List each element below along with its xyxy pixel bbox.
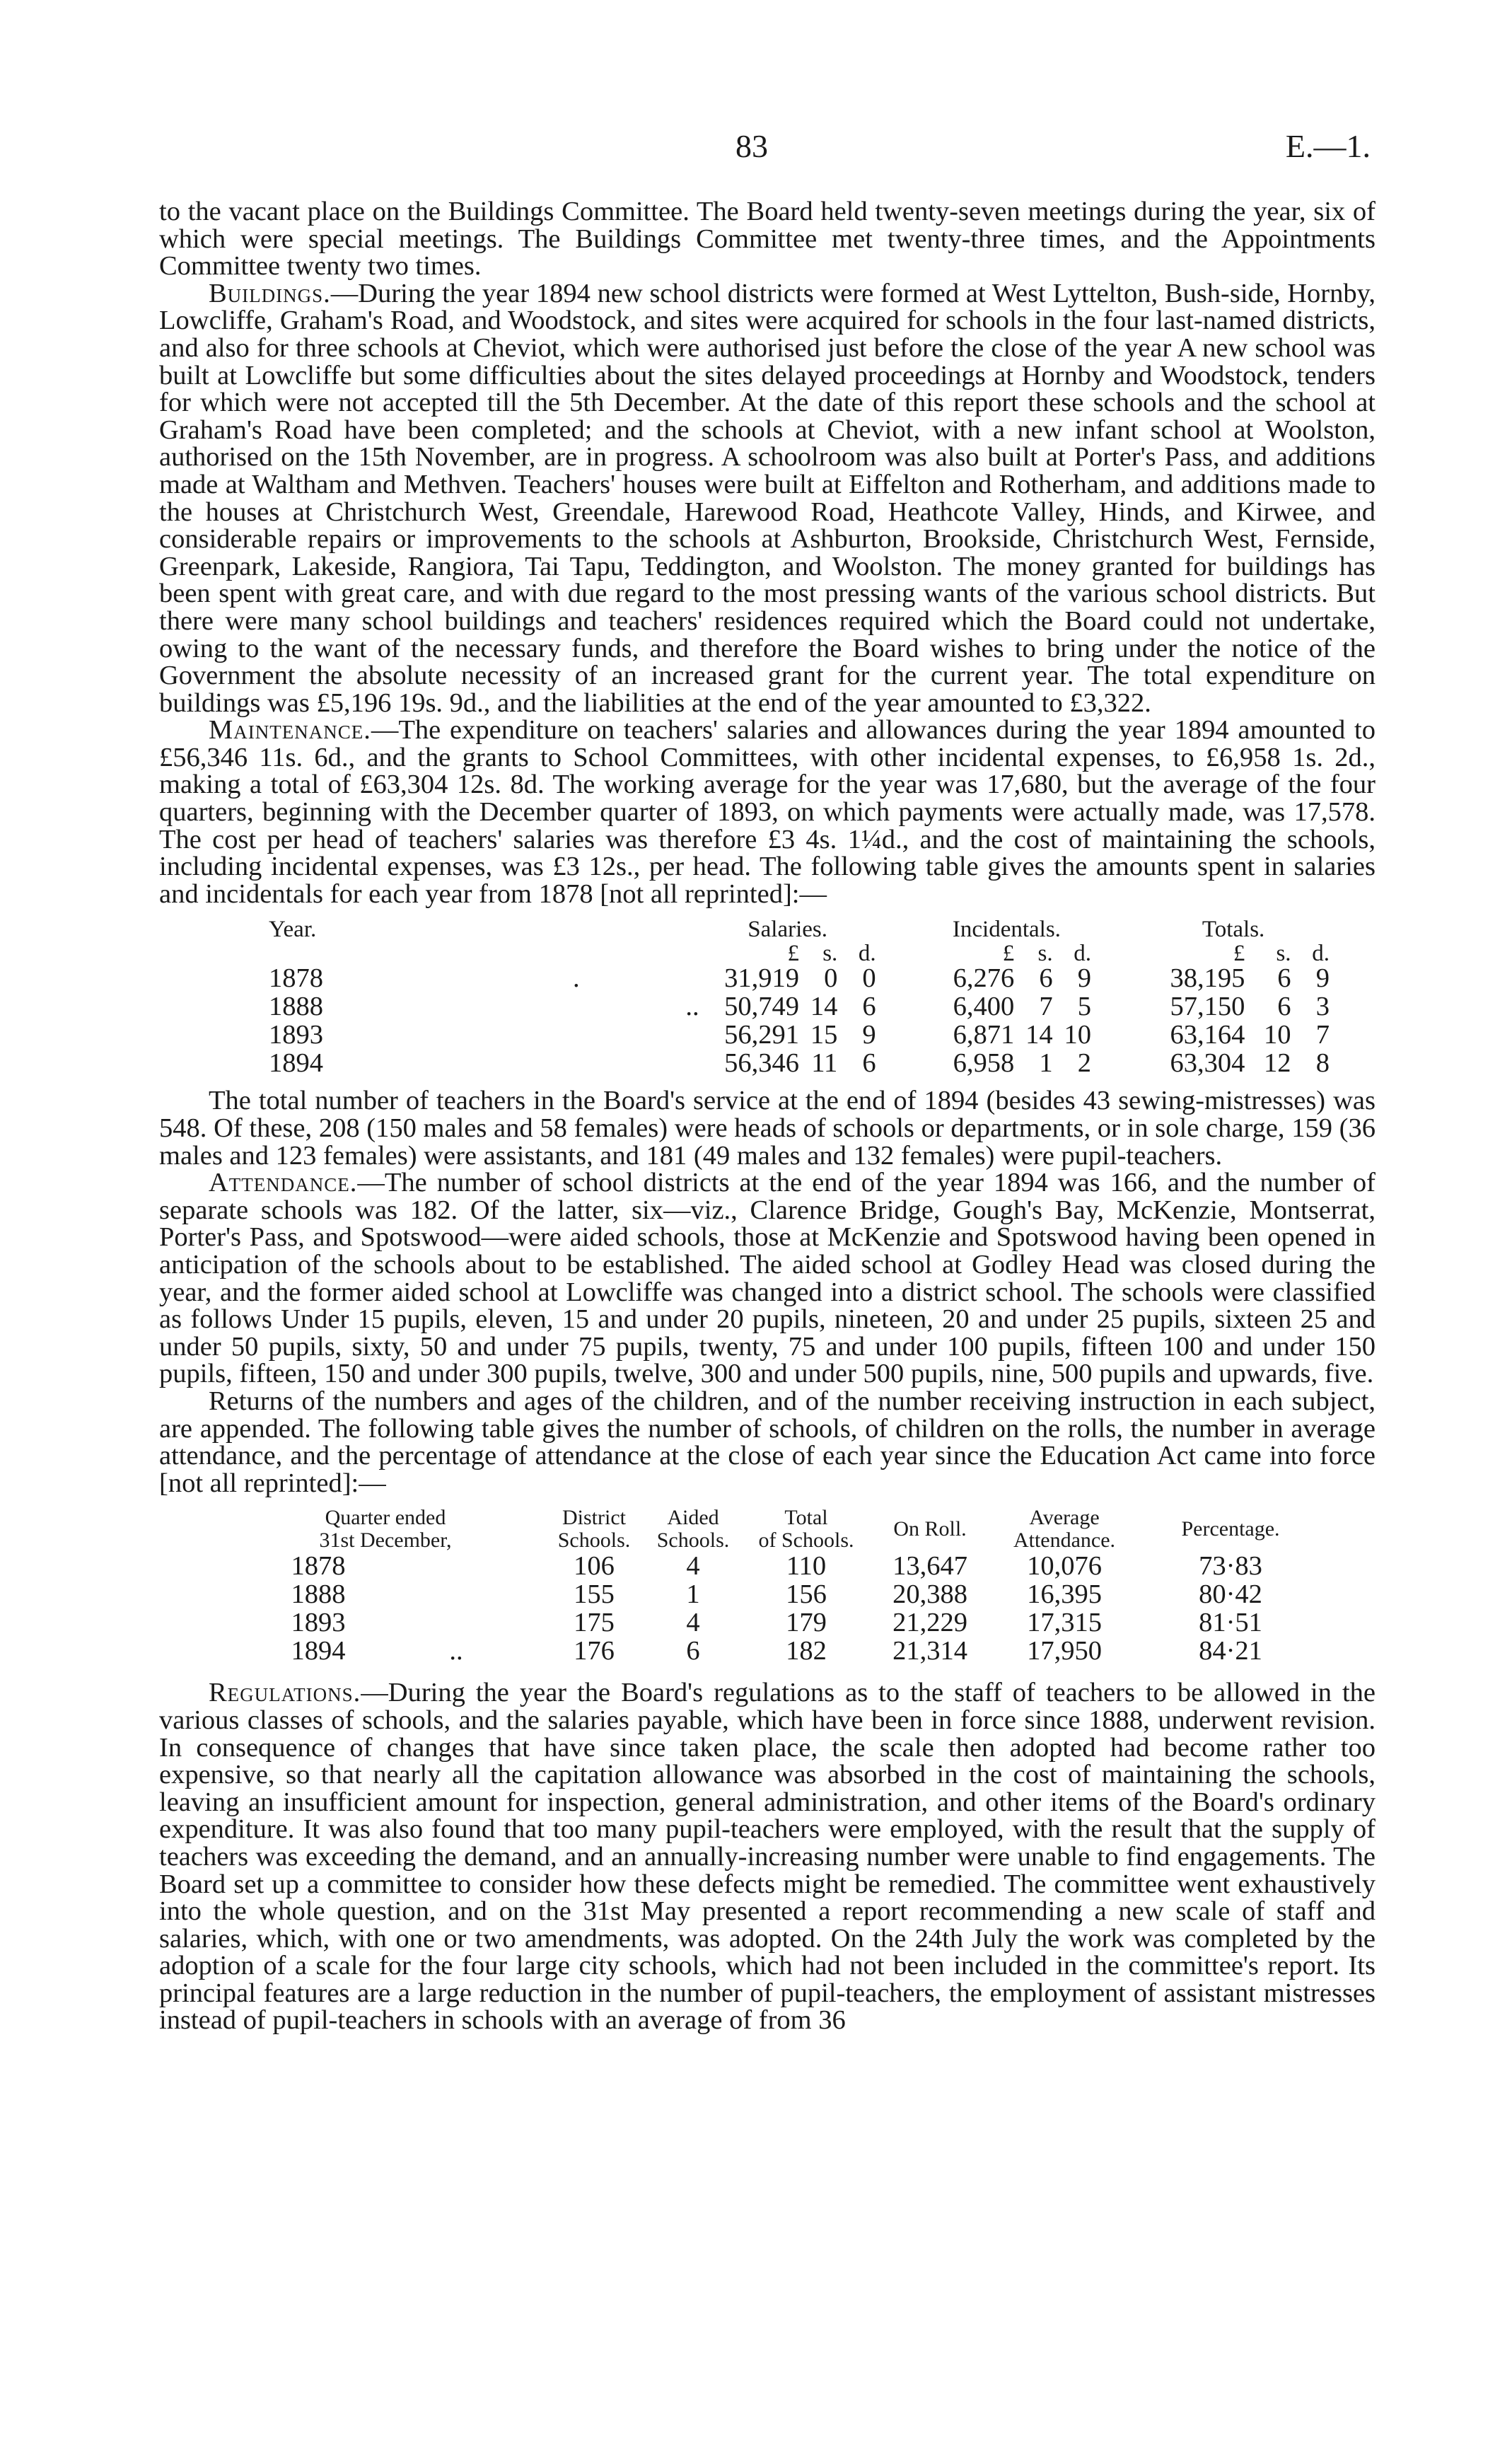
- page-reference: E.—1.: [1285, 128, 1371, 164]
- cell-total: 156: [786, 1579, 827, 1610]
- table-row: [269, 1049, 1330, 1077]
- cell-aided: 1: [686, 1579, 700, 1610]
- header-aided-line1: Aided: [667, 1506, 719, 1530]
- cell-year: 1893: [269, 1020, 323, 1050]
- cell-totals-pence: 7: [1315, 1020, 1330, 1050]
- cell-salaries-pence: 9: [862, 1020, 876, 1050]
- cell-salaries-pence: 6: [862, 992, 876, 1022]
- header-year: Year.: [269, 917, 317, 943]
- cell-roll: 13,647: [892, 1551, 967, 1582]
- unit-pound: £: [787, 941, 799, 967]
- header-quarter: [226, 1507, 545, 1552]
- cell-totals-pounds: 38,195: [1170, 963, 1245, 994]
- header-average: [990, 1507, 1139, 1552]
- header-quarter-line2: 31st December,: [319, 1528, 452, 1553]
- cell-leader: .: [572, 963, 580, 994]
- cell-year: 1894: [291, 1636, 346, 1666]
- cell-totals-pence: 3: [1315, 992, 1330, 1022]
- cell-incidentals-pounds: 6,400: [953, 992, 1015, 1022]
- cell-leader: ..: [685, 992, 699, 1022]
- cell-average: 17,950: [1027, 1636, 1102, 1666]
- cell-year: 1893: [291, 1608, 346, 1638]
- unit-shilling: s.: [1037, 941, 1053, 967]
- table-row: [226, 1580, 1322, 1608]
- cell-average: 17,315: [1027, 1608, 1102, 1638]
- header-average-line1: Average: [1029, 1506, 1100, 1530]
- cell-incidentals-shillings: 1: [1039, 1048, 1053, 1079]
- unit-pence: d.: [1074, 941, 1091, 967]
- cell-totals-pounds: 63,304: [1170, 1048, 1245, 1079]
- unit-shilling: s.: [822, 941, 838, 967]
- body-text: [159, 198, 1376, 2034]
- header-percentage: Percentage.: [1181, 1517, 1280, 1541]
- cell-salaries-pounds: 50,749: [724, 992, 799, 1022]
- cell-year: 1894: [269, 1048, 323, 1079]
- table-row: [269, 1021, 1330, 1049]
- cell-totals-pounds: 57,150: [1170, 992, 1245, 1022]
- cell-total: 179: [786, 1608, 827, 1638]
- cell-leader: [368, 1580, 545, 1608]
- cell-incidentals-pounds: 6,871: [953, 1020, 1015, 1050]
- cell-district: 106: [574, 1551, 615, 1582]
- cell-incidentals-pence: 9: [1077, 963, 1091, 994]
- cell-salaries-pounds: 56,291: [724, 1020, 799, 1050]
- buildings-text: —During the year 1894 new school districts were formed at West Lyttelton, Bush-side, Hornby, Lowcliffe, Graham's Road, and Woodstock, and sites were acquired for schools in the four last-named districts, and also for three schools at Cheviot, which were authorised just before the close of the year A new school was built at Lowcliffe but some difficulties about the sites delayed proceedings at Hornby and Woodstock, tenders for which were not accepted till the 5th December. At the date of this report these schools and the school at Graham's Road have been completed; and the schools at Cheviot, with a new infant school at Woolston, authorised on the 15th November, are in progress. A schoolroom was also built at Porter's Pass, and additions made at Waltham and Methven. Teachers' houses were built at Eiffelton and Rotherham, and additions made to the houses at Christchurch West, Greendale, Harewood Road, Heathcote Valley, Hinds, and Kirwee, and considerable repairs or improvements to the schools at Ashburton, Brookside, Christchurch West, Fernside, Greenpark, Lakeside, Rangiora, Tai Tapu, Teddington, and Woolston. The money granted for buildings has been spent with great care, and with due regard to the most pressing wants of the various school districts. But there were many school buildings and teachers' residences required which the Board could not undertake, owing to the want of the necessary funds, and therefore the Board wishes to bring under the notice of the Government the absolute necessity of an increased grant for the current year. The total expenditure on buildings was £5,196 19s. 9d., and the liabilities at the end of the year amounted to £3,322.: [159, 278, 1376, 718]
- header-district: [545, 1507, 644, 1552]
- cell-aided: 4: [686, 1551, 700, 1582]
- cell-leader: ..: [449, 1636, 463, 1666]
- cell-percentage: 84·21: [1199, 1636, 1262, 1666]
- cell-totals-pence: 9: [1315, 963, 1330, 994]
- cell-incidentals-shillings: 14: [1025, 1020, 1053, 1050]
- cell-totals-shillings: 6: [1277, 963, 1291, 994]
- cell-percentage: 81·51: [1199, 1608, 1262, 1638]
- header-roll: On Roll.: [893, 1517, 967, 1541]
- section-heading-attendance: Attendance.: [209, 1168, 358, 1198]
- cell-district: 155: [574, 1579, 615, 1610]
- paragraph-returns: Returns of the numbers and ages of the children, and of the number receiving instruction in each subject, are appended. The following table gives the number of schools, of children on the rolls, the number in average attendance, and the percentage of attendance at the close of each year since the Education Act came into force [not all reprinted]:—: [159, 1386, 1376, 1498]
- cell-aided: 4: [686, 1608, 700, 1638]
- section-heading-maintenance: Maintenance.: [209, 715, 371, 746]
- header-district-line2: Schools.: [557, 1528, 631, 1553]
- cell-incidentals-pounds: 6,276: [953, 963, 1015, 994]
- cell-leader: [453, 1021, 699, 1049]
- cell-totals-pence: 8: [1315, 1048, 1330, 1079]
- cell-incidentals-pounds: 6,958: [953, 1048, 1015, 1079]
- header-average-line2: Attendance.: [1013, 1528, 1116, 1553]
- cell-total: 182: [786, 1636, 827, 1666]
- cell-salaries-pounds: 56,346: [724, 1048, 799, 1079]
- cell-leader: [453, 1049, 699, 1077]
- header-total-line2: of Schools.: [758, 1528, 854, 1553]
- cell-year: 1888: [291, 1579, 346, 1610]
- unit-pound: £: [1002, 941, 1015, 967]
- cell-leader: [368, 1608, 545, 1637]
- paragraph-committees: to the vacant place on the Buildings Committee. The Board held twenty-seven meetings during the year, six of which were special meetings. The Buildings Committee met twenty-three times, and the Appointments Committee twenty two times.: [159, 197, 1376, 282]
- cell-salaries-shillings: 15: [810, 1020, 838, 1050]
- cell-year: 1888: [269, 992, 323, 1022]
- cell-district: 176: [574, 1636, 615, 1666]
- paragraph-teachers: The total number of teachers in the Board's service at the end of 1894 (besides 43 sewing-mistresses) was 548. Of these, 208 (150 males and 58 females) were heads of schools or departments, or in sole charge, 159 (36 males and 123 females) were assistants, and 181 (49 males and 132 females) were pupil-teachers.: [159, 1086, 1376, 1171]
- cell-salaries-pounds: 31,919: [724, 963, 799, 994]
- paragraph-buildings: [159, 280, 1376, 717]
- cell-incidentals-pence: 5: [1077, 992, 1091, 1022]
- attendance-text: —The number of school districts at the end of the year 1894 was 166, and the number of separate schools was 182. Of the latter, six—viz., Clarence Bridge, Gough's Bay, McKenzie, Montserrat, Porter's Pass, and Spotswood—were aided schools, those at McKenzie and Spotswood having been opened in anticipation of the schools about to be established. The aided school at Godley Head was closed during the year, and the former aided school at Lowcliffe was changed into a district school. The schools were classified as follows Under 15 pupils, eleven, 15 and under 20 pupils, nineteen, 20 and under 25 pupils, sixteen 25 and under 50 pupils, sixty, 50 and under 75 pupils, twenty, 75 and under 100 pupils, fifteen 100 and under 150 pupils, fifteen, 150 and under 300 pupils, twelve, 300 and under 500 pupils, nine, 500 pupils and upwards, five.: [159, 1168, 1376, 1389]
- cell-average: 16,395: [1027, 1579, 1102, 1610]
- unit-shilling: s.: [1276, 941, 1291, 967]
- cell-incidentals-shillings: 6: [1039, 963, 1053, 994]
- cell-total: 110: [786, 1551, 827, 1582]
- header-total: [743, 1507, 870, 1552]
- table-units-row: [269, 943, 1330, 964]
- header-district-line1: District: [562, 1506, 626, 1530]
- cell-totals-shillings: 10: [1264, 1020, 1291, 1050]
- header-salaries: Salaries.: [748, 917, 828, 943]
- header-totals: Totals.: [1202, 917, 1265, 943]
- unit-pound: £: [1233, 941, 1245, 967]
- table-header-row: [269, 916, 1330, 943]
- cell-totals-shillings: 6: [1277, 992, 1291, 1022]
- cell-percentage: 80·42: [1199, 1579, 1262, 1610]
- cell-salaries-shillings: 14: [810, 992, 838, 1022]
- table-row: [269, 964, 1330, 992]
- section-heading-buildings: Buildings.: [209, 278, 331, 308]
- table-row: [269, 992, 1330, 1021]
- header-aided-line2: Schools.: [656, 1528, 730, 1553]
- cell-roll: 20,388: [892, 1579, 967, 1610]
- cell-district: 175: [574, 1608, 615, 1638]
- unit-pence: d.: [1312, 941, 1330, 967]
- cell-totals-shillings: 12: [1264, 1048, 1291, 1079]
- header-total-line1: Total: [784, 1506, 828, 1530]
- cell-salaries-pence: 0: [862, 963, 876, 994]
- table-row: [226, 1637, 1322, 1665]
- cell-salaries-pence: 6: [862, 1048, 876, 1079]
- cell-incidentals-pence: 2: [1077, 1048, 1091, 1079]
- paragraph-maintenance: [159, 717, 1376, 907]
- cell-incidentals-shillings: 7: [1039, 992, 1053, 1022]
- cell-leader: [368, 1552, 545, 1580]
- cell-year: 1878: [291, 1551, 346, 1582]
- cell-percentage: 73·83: [1199, 1551, 1262, 1582]
- paragraph-attendance: [159, 1169, 1376, 1388]
- expenditure-table: [269, 916, 1330, 1077]
- regulations-text: —During the year the Board's regulations as to the staff of teachers to be allowed in the various classes of schools, and the salaries payable, which have been in force since 1888, underwent revision. In consequence of changes that have since taken place, the scale then adopted had become rather too expensive, so that nearly all the capitation allowance was absorbed in the cost of maintaining the schools, leaving an insufficient amount for inspection, general administration, and other items of the Board's ordinary expenditure. It was also found that too many pupil-teachers were employed, with the result that the supply of teachers was exceeding the demand, and an annually-increasing number were unable to find engagements. The Board set up a committee to consider how these defects might be remedied. The committee went exhaustively into the whole question, and on the 31st May presented a report recommending a new scale of staff and salaries, which, with one or two amendments, was adopted. On the 24th July the work was completed by the adoption of a scale for the four large city schools, which had not been included in the committee's report. Its principal features are a large reduction in the number of pupil-teachers, the employment of assistant mistresses instead of pupil-teachers in schools with an average of from 36: [159, 1678, 1376, 2036]
- unit-pence: d.: [858, 941, 876, 967]
- paragraph-regulations: [159, 1679, 1376, 2034]
- cell-average: 10,076: [1027, 1551, 1102, 1582]
- cell-roll: 21,314: [892, 1636, 967, 1666]
- header-quarter-line1: Quarter ended: [325, 1506, 446, 1530]
- cell-roll: 21,229: [892, 1608, 967, 1638]
- page-header: [0, 127, 1512, 177]
- cell-year: 1878: [269, 963, 323, 994]
- attendance-table: [226, 1507, 1322, 1665]
- header-aided: [644, 1507, 743, 1552]
- cell-incidentals-pence: 10: [1064, 1020, 1091, 1050]
- section-heading-regulations: Regulations.: [209, 1678, 361, 1708]
- cell-salaries-shillings: 0: [824, 963, 838, 994]
- header-incidentals: Incidentals.: [952, 917, 1061, 943]
- table-row: [226, 1552, 1322, 1580]
- cell-totals-pounds: 63,164: [1170, 1020, 1245, 1050]
- page-number: 83: [735, 128, 768, 164]
- cell-aided: 6: [686, 1636, 700, 1666]
- maintenance-text: —The expenditure on teachers' salaries and allowances during the year 1894 amounted to £56,346 11s. 6d., and the grants to School Committees, with other incidental expenses, to £6,958 1s. 2d., making a total of £63,304 12s. 8d. The working average for the year was 17,680, but the average of the four quarters, beginning with the December quarter of 1893, on which payments were actually made, was 17,578. The cost per head of teachers' salaries was therefore £3 4s. 1¼d., and the cost of maintaining the schools, including incidental expenses, was £3 12s., per head. The following table gives the amounts spent in salaries and incidentals for each year from 1878 [not all reprinted]:—: [159, 715, 1376, 909]
- cell-salaries-shillings: 11: [811, 1048, 838, 1079]
- table-header-row: [226, 1507, 1322, 1552]
- table-row: [226, 1608, 1322, 1637]
